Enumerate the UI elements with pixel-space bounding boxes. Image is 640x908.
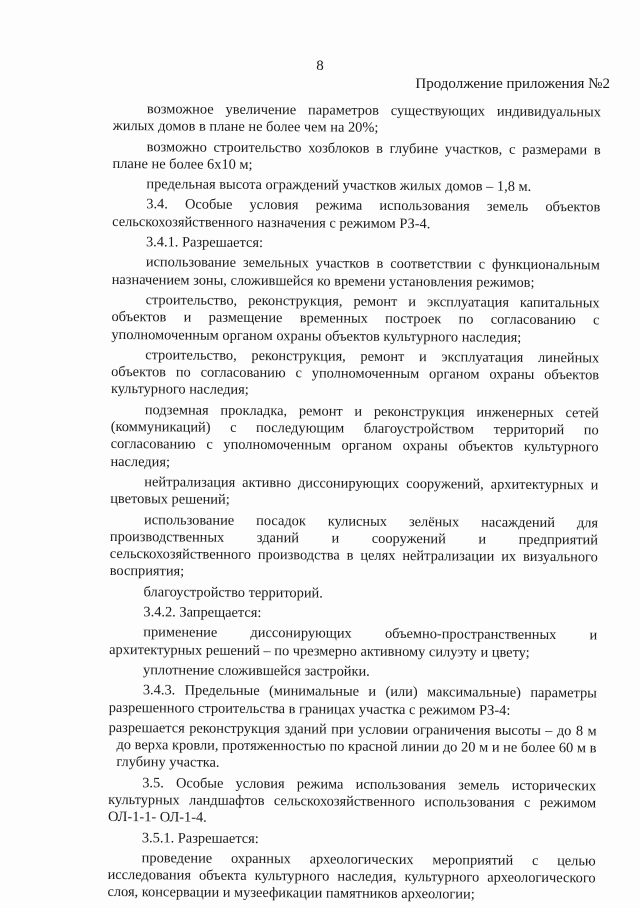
paragraph: уплотнение сложившейся застройки. [142, 662, 370, 680]
subsection-heading: 3.4.3. Предельные (минимальные и (или) максимальные) параметры разрешенного строительства в границах участка с режимом РЗ-4: [108, 682, 597, 719]
document-body [107, 101, 601, 908]
paragraph: применение диссонирующих объемно-пространственных и архитектурных решений – по чрезмерно активному силуэту и цвету; [109, 624, 598, 661]
paragraph: разрешается реконструкция зданий при условии ограничения высоты – до 8 м до верха кровли, протяженностью по красной линии до 20 м и не более 60 м в глубину участка. [108, 719, 597, 772]
paragraph: нейтрализация активно диссонирующих сооружений, архитектурных и цветовых решений; [110, 474, 599, 509]
paragraph: возможное увеличение параметров существующих индивидуальных жилых домов в плане не более чем на 20%; [112, 101, 601, 137]
paragraph: благоустройство территорий. [143, 583, 323, 602]
page-number: 8 [316, 58, 324, 74]
paragraph: строительство, реконструкция, ремонт и эксплуатация линейных объектов по согласованию с уполномоченным органом охраны объектов культурного наследия; [110, 347, 600, 399]
paragraph: проведение охранных археологических мероприятий с целью исследования объекта культурного наследия, культурного археологического слоя, консервации и музеефикации памятников археологии; [107, 850, 596, 904]
paragraph: использование посадок кулисных зелёных насаждений для производственных зданий и сооружений и предприятий сельскохозяйственного производства в целях нейтрализации их визуального восприятия; [109, 511, 599, 580]
paragraph: предельная высота ограждений участков жилых домов – 1,8 м. [146, 176, 532, 196]
paragraph: возможно строительство хозблоков в глубине участков, с размерами в плане не более 6х10 м; [112, 138, 601, 173]
section-heading: 3.5. Особые условия режима использования земель исторических культурных ландшафтов сельскохозяйственного использования с режимом ОЛ-1-1- ОЛ-1-4. [107, 774, 597, 826]
subsection-heading: 3.4.2. Запрещается: [143, 604, 262, 622]
paragraph: подземная прокладка, ремонт и реконструкция инженерных сетей (коммуникаций) с последующим благоустройством территорий по согласованию с уполномоченным органом охраны объектов культурного наследия; [110, 401, 599, 471]
subsection-heading: 3.4.1. Разрешается: [145, 234, 264, 252]
paragraph: использование земельных участков в соответствии с функциональным назначением зоны, сложившейся ко времени установления режимов; [111, 254, 600, 291]
appendix-continuation-note: Продолжение приложения №2 [415, 76, 610, 92]
paragraph: строительство, реконструкция, ремонт и эксплуатация капитальных объектов и размещение временных построек по согласованию с уполномоченным органом охраны объектов культурного наследия; [111, 292, 600, 346]
subsection-heading: 3.5.1. Разрешается: [141, 829, 259, 847]
section-heading: 3.4. Особые условия режима использования земель объектов сельскохозяйственного назначения с режимом РЗ-4. [112, 196, 601, 232]
